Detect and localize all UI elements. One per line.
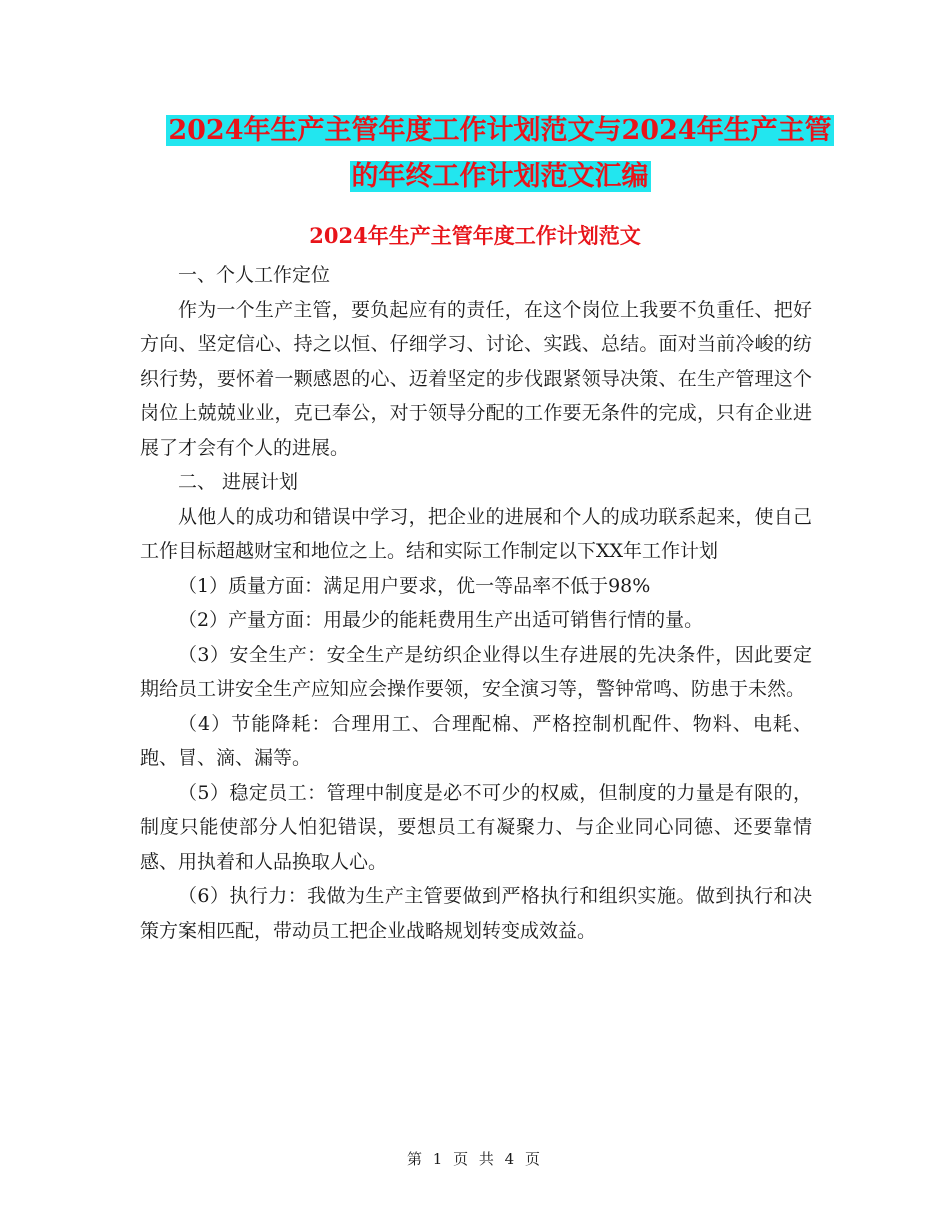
paragraph: 从他人的成功和错误中学习，把企业的进展和个人的成功联系起来，使自己工作目标超越财宝和地位之上。结和实际工作制定以下XX年工作计划 [140,505,812,562]
document-body [140,258,812,948]
heading-personal-positioning: 一、个人工作定位 [178,264,331,286]
plan-item-output: （2）产量方面：用最少的能耗费用生产出适可销售行情的量。 [178,609,704,631]
title-line-1: 2024年生产主管年度工作计划范文与2024年生产主管 [168,115,832,146]
title-line-2: 的年终工作计划范文汇编 [351,161,649,192]
heading-development-plan: 二、 进展计划 [178,471,299,493]
plan-item-quality: （1）质量方面：满足用户要求，优一等品率不低于98% [178,574,651,597]
paragraph: 作为一个生产主管，要负起应有的责任，在这个岗位上我要不负重任、把好方向、坚定信心、持之以恒、仔细学习、讨论、实践、总结。面对当前冷峻的纺织行势，要怀着一颗感恩的心、迈着坚定的步伐跟紧领导决策、在生产管理这个岗位上兢兢业业，克已奉公，对于领导分配的工作要无条件的完成，只有企业进展了才会有个人的进展。 [140,298,812,459]
page-footer: 第 1 页 共 4 页 [407,1150,543,1168]
plan-item-staff: （5）稳定员工：管理中制度是必不可少的权威，但制度的力量是有限的，制度只能使部分人怕犯错误，要想员工有凝聚力、与企业同心同德、还要靠情感、用执着和人品换取人心。 [140,781,812,873]
plan-item-execution: （6）执行力：我做为生产主管要做到严格执行和组织实施。做到执行和决策方案相匹配，带动员工把企业战略规划转变成效益。 [140,885,812,942]
plan-item-energy: （4）节能降耗：合理用工、合理配棉、严格控制机配件、物料、电耗、跑、冒、滴、漏等。 [140,712,812,769]
plan-item-safety: （3）安全生产：安全生产是纺织企业得以生存进展的先决条件，因此要定期给员工讲安全生产应知应会操作要领，安全演习等，警钟常鸣、防患于未然。 [140,643,812,700]
section-title: 2024年生产主管年度工作计划范文 [309,223,641,248]
document-title [150,108,850,200]
